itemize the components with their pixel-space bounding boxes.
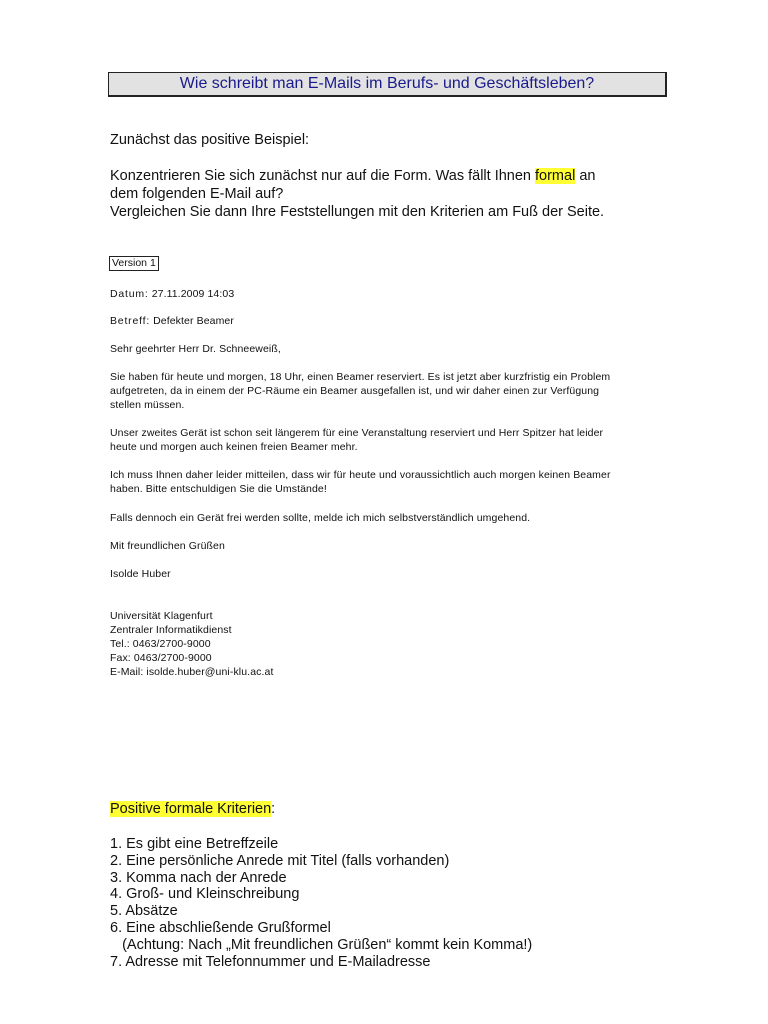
email-closing: Mit freundlichen Grüßen	[110, 540, 225, 552]
intro-paragraph	[110, 167, 670, 221]
list-item: 1. Es gibt eine Betreffzeile	[110, 836, 279, 852]
email-paragraph-4: Falls dennoch ein Gerät frei werden sollte, melde ich mich selbstverständlich umgehend.	[110, 512, 531, 524]
version-label: Version 1	[109, 256, 159, 271]
list-item: 2. Eine persönliche Anrede mit Titel (falls vorhanden)	[110, 852, 450, 869]
highlight-formal: formal	[535, 168, 576, 184]
email-paragraph-2: Unser zweites Gerät ist schon seit längerem für eine Veranstaltung reserviert und Herr Spitzer hat leider heute und morgen auch keinen freien Beamer mehr.	[110, 427, 604, 453]
list-item: (Achtung: Nach „Mit freundlichen Grüßen“ kommt kein Komma!)	[110, 936, 533, 953]
intro-line-2: dem folgenden E-Mail auf?	[110, 186, 284, 202]
email-paragraph-1: Sie haben für heute und morgen, 18 Uhr, einen Beamer reserviert. Es ist jetzt aber kurzfristig ein Problem aufgetreten, da in einem der PC-Räume ein Beamer ausgefallen ist, und wir daher einen zur Verfügung stellen müssen.	[110, 371, 611, 411]
page-title: Wie schreibt man E-Mails im Berufs- und Geschäftsleben?	[108, 72, 667, 97]
list-item: 7. Adresse mit Telefonnummer und E-Mailadresse	[110, 953, 431, 970]
email-sender: Isolde Huber	[110, 568, 171, 580]
email-signature: Universität Klagenfurt Zentraler Informatikdienst Tel.: 0463/2700-9000 Fax: 0463/2700-9000 E-Mail: isolde.huber@uni-klu.ac.at	[110, 610, 274, 678]
intro-heading: Zunächst das positive Beispiel:	[110, 132, 310, 148]
list-item: 3. Komma nach der Anrede	[110, 869, 287, 886]
intro-line-1: Konzentrieren Sie sich zunächst nur auf die Form. Was fällt Ihnen formal an	[110, 168, 596, 184]
email-salutation: Sehr geehrter Herr Dr. Schneeweiß,	[110, 343, 281, 355]
criteria-list	[110, 836, 532, 970]
email-date: Datum: 27.11.2009 14:03	[110, 288, 235, 300]
list-item: 4. Groß- und Kleinschreibung	[110, 886, 300, 903]
email-subject: Betreff: Defekter Beamer	[110, 315, 234, 327]
list-item: 6. Eine abschließende Grußformel	[110, 919, 331, 936]
criteria-heading: Positive formale Kriterien:	[110, 801, 276, 817]
email-paragraph-3: Ich muss Ihnen daher leider mitteilen, dass wir für heute und voraussichtlich auch morgen keinen Beamer haben. Bitte entschuldigen Sie die Umstände!	[110, 469, 611, 495]
list-item: 5. Absätze	[110, 903, 178, 920]
intro-line-3: Vergleichen Sie dann Ihre Feststellungen mit den Kriterien am Fuß der Seite.	[110, 204, 605, 220]
